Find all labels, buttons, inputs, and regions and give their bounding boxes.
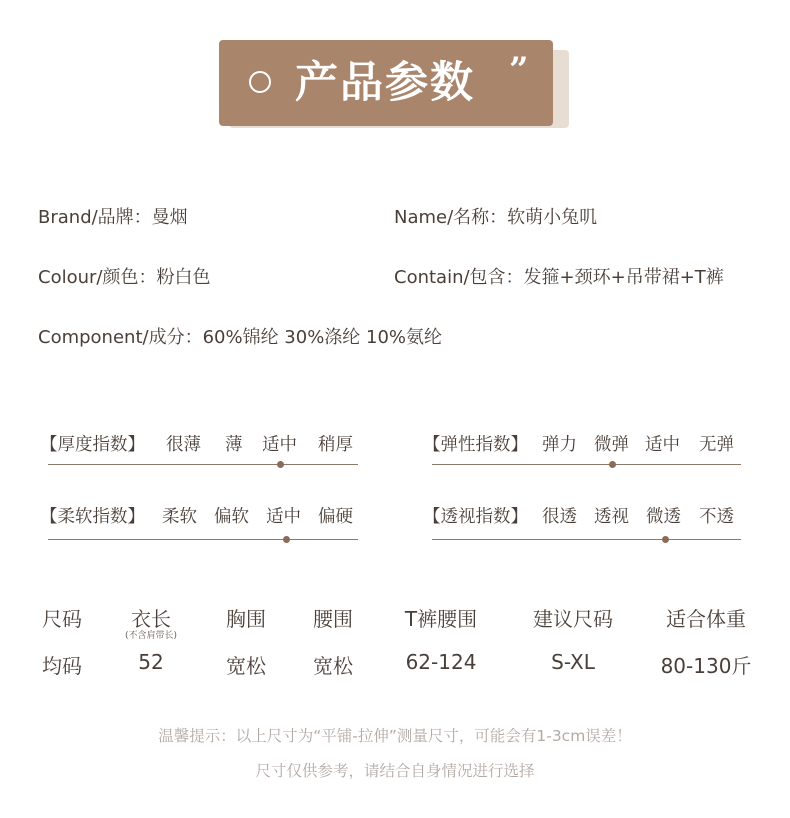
- table-cell: 均码: [42, 654, 82, 678]
- scale-marker: [662, 536, 669, 543]
- scale-option: 稍厚: [318, 435, 353, 455]
- scale-label: 【厚度指数】: [40, 435, 145, 455]
- scale-line: [432, 464, 741, 465]
- length-header: 衣长: [131, 607, 171, 631]
- suggested-size-header: 建议尺码: [533, 607, 613, 631]
- table-cell: 宽松: [313, 654, 353, 678]
- reference-note: 尺寸仅供参考，请结合自身情况进行选择: [255, 762, 535, 780]
- scale-option: 很透: [542, 507, 577, 527]
- scale-option: 很薄: [166, 435, 201, 455]
- banner-title: 产品参数: [295, 58, 475, 108]
- scale-option: 透视: [594, 507, 629, 527]
- brand-info: Brand/品牌：曼烟: [38, 207, 188, 228]
- banner-plate: [219, 40, 553, 126]
- scale-option: 薄: [225, 435, 243, 455]
- weight-header: 适合体重: [666, 607, 746, 631]
- table-cell: 52: [138, 650, 164, 674]
- scale-marker: [277, 461, 284, 468]
- length-header-note: (不含肩带长): [124, 631, 178, 641]
- name-info: Name/名称：软萌小兔叽: [394, 207, 598, 228]
- component-info: Component/成分：60%锦纶 30%涤纶 10%氨纶: [38, 327, 443, 348]
- size-header: 尺码: [42, 607, 82, 631]
- measurement-note: 温馨提示：以上尺寸为“平铺-拉伸”测量尺寸，可能会有1-3cm误差！: [158, 727, 632, 745]
- quote-mark-icon: ”: [509, 50, 529, 90]
- scale-line: [48, 464, 358, 465]
- scale-option: 适中: [266, 507, 301, 527]
- circle-icon: [249, 71, 271, 93]
- scale-line: [48, 539, 358, 540]
- tpants-waist-header: T裤腰围: [404, 607, 478, 631]
- contain-info: Contain/包含：发箍+颈环+吊带裙+T裤: [394, 267, 724, 288]
- scale-option: 微透: [646, 507, 681, 527]
- table-cell: 80-130斤: [660, 654, 752, 678]
- scale-label: 【柔软指数】: [40, 507, 145, 527]
- colour-info: Colour/颜色：粉白色: [38, 267, 211, 288]
- table-cell: 62-124: [405, 650, 477, 674]
- table-cell: S-XL: [551, 650, 595, 674]
- scale-option: 适中: [262, 435, 297, 455]
- scale-option: 适中: [645, 435, 680, 455]
- chest-header: 胸围: [226, 607, 266, 631]
- scale-label: 【透视指数】: [423, 507, 528, 527]
- waist-header: 腰围: [313, 607, 353, 631]
- scale-option: 弹力: [542, 435, 577, 455]
- scale-label: 【弹性指数】: [423, 435, 528, 455]
- scale-option: 偏软: [214, 507, 249, 527]
- scale-option: 无弹: [699, 435, 734, 455]
- scale-option: 偏硬: [318, 507, 353, 527]
- table-cell: 宽松: [226, 654, 266, 678]
- scale-option: 微弹: [594, 435, 629, 455]
- scale-option: 不透: [699, 507, 734, 527]
- scale-option: 柔软: [162, 507, 197, 527]
- scale-line: [432, 539, 741, 540]
- scale-marker: [609, 461, 616, 468]
- section-banner: [219, 40, 569, 128]
- scale-marker: [283, 536, 290, 543]
